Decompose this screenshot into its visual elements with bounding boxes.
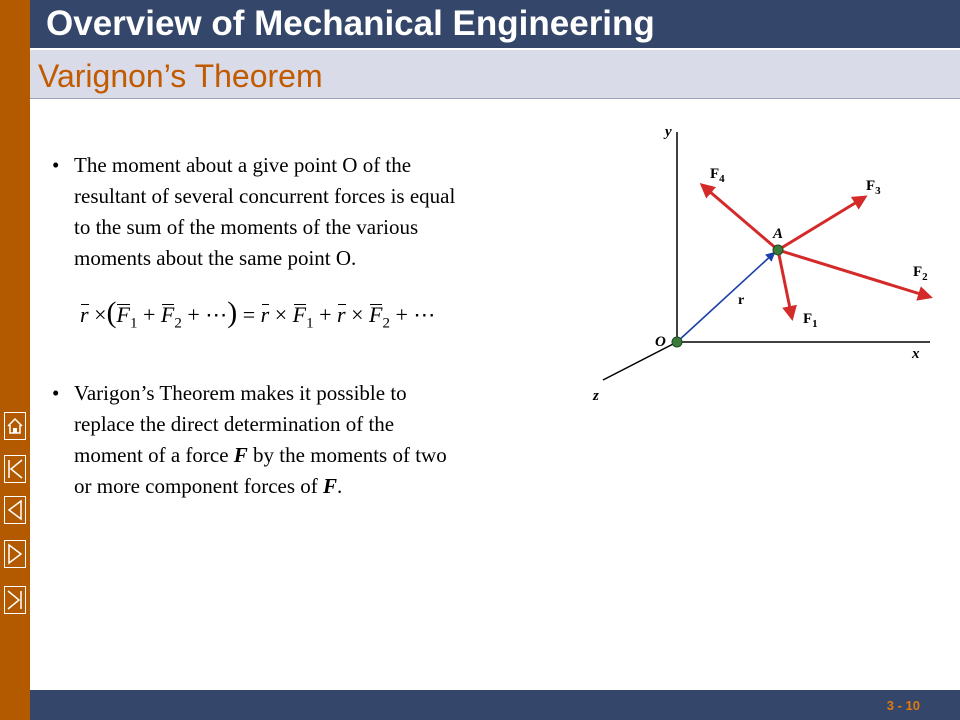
vector-F: F: [116, 302, 130, 327]
subscript: 2: [382, 315, 390, 332]
force-F2-label: $F_2$: [913, 264, 928, 283]
force-F1-arrow: [778, 250, 792, 318]
varignon-formula: [80, 296, 435, 332]
bullet-dot: •: [52, 153, 60, 177]
footer-bar: [30, 690, 960, 720]
vector-F: F: [160, 302, 175, 327]
z-axis-label: z: [593, 388, 599, 404]
origin-point: [672, 337, 682, 347]
force-F4-arrow: [702, 185, 778, 250]
close-paren: ): [227, 296, 238, 329]
cross-operator: ×: [94, 302, 107, 327]
slide-subtitle: Varignon’s Theorem: [38, 58, 323, 94]
last-slide-button[interactable]: [4, 586, 26, 614]
slide-title: Overview of Mechanical Engineering: [46, 4, 655, 43]
bullet-text: by the moments of two: [247, 443, 447, 467]
previous-slide-button[interactable]: [4, 496, 26, 524]
force-diagram: [585, 110, 945, 410]
y-axis-label: y: [665, 124, 672, 140]
equals-operator: =: [242, 302, 256, 327]
subscript: 1: [306, 315, 314, 332]
origin-label: O: [655, 334, 666, 350]
bullet-text: .: [337, 474, 343, 498]
page-number: 3 - 10: [886, 698, 920, 713]
bullet-line: replace the direct determination of the: [74, 412, 395, 436]
bullet-line: resultant of several concurrent forces is equal: [74, 184, 456, 208]
bullet-line: The moment about a give point O of the: [74, 153, 412, 177]
bullet-item-2: [52, 378, 572, 502]
last-slide-icon: [4, 586, 26, 614]
point-A: [773, 245, 783, 255]
force-F2-arrow: [778, 250, 930, 297]
bullet-line: to the sum of the moments of the various: [74, 215, 419, 239]
next-slide-button[interactable]: [4, 540, 26, 568]
bullet-line: Varigon’s Theorem makes it possible to: [74, 381, 407, 405]
ellipsis: ⋯: [413, 302, 436, 327]
vector-r: r: [80, 302, 89, 327]
previous-slide-icon: [4, 496, 26, 524]
r-label: r: [738, 293, 745, 308]
ellipsis: ⋯: [205, 302, 228, 327]
bullet-line: [74, 440, 572, 471]
x-axis-label: x: [912, 346, 920, 362]
home-button[interactable]: [4, 412, 26, 440]
bullet-dot: •: [52, 381, 60, 405]
subscript: 2: [174, 315, 182, 332]
cross-operator: ×: [274, 302, 288, 327]
next-slide-icon: [4, 540, 26, 568]
vector-F: F: [292, 302, 307, 327]
plus-operator: +: [319, 302, 332, 327]
force-F1-label: $F_1$: [803, 311, 818, 330]
force-F3-label: $F_3$: [866, 178, 881, 197]
bullet-text: moment of a force: [74, 443, 234, 467]
plus-operator: +: [187, 302, 200, 327]
subscript: 1: [129, 315, 138, 332]
vector-r: r: [337, 302, 346, 327]
bullet-line: [74, 471, 572, 502]
vector-F: F: [369, 302, 383, 327]
force-symbol: F: [233, 443, 248, 467]
z-axis-line: [603, 342, 677, 380]
force-symbol: F: [323, 474, 338, 498]
bullet-list: [52, 150, 572, 274]
home-icon: [4, 412, 26, 440]
cross-operator: ×: [351, 302, 364, 327]
vector-r: r: [260, 302, 270, 327]
bullet-line: moments about the same point O.: [74, 246, 357, 270]
first-slide-button[interactable]: [4, 455, 26, 483]
plus-operator: +: [142, 302, 156, 327]
force-F4-label: $F_4$: [710, 166, 725, 185]
first-slide-icon: [4, 455, 26, 483]
point-A-label: A: [773, 226, 784, 242]
open-paren: (: [106, 296, 117, 329]
bullet-item-1: [52, 150, 572, 274]
bullet-text: or more component forces of: [74, 474, 323, 498]
bullet-list-2: [52, 378, 572, 502]
plus-operator: +: [395, 302, 408, 327]
position-vector-r: [677, 253, 774, 342]
force-F3-arrow: [778, 197, 865, 250]
